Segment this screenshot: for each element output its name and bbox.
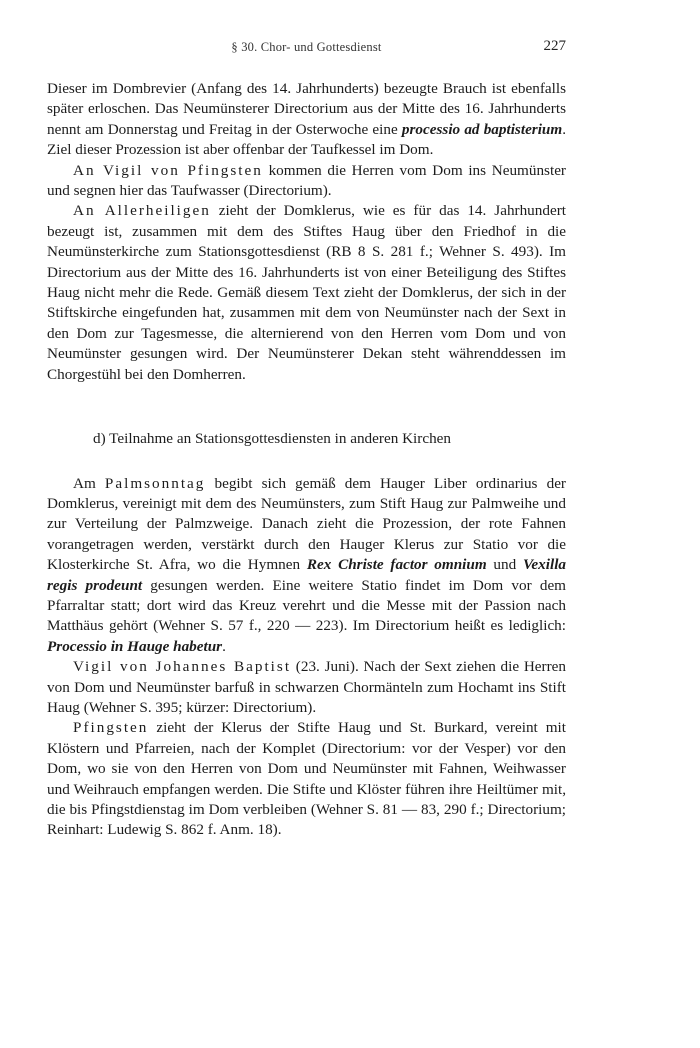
page-header [47, 40, 566, 64]
paragraph-6 [47, 718, 566, 840]
paragraph-6-text: zieht der Klerus der Stifte Haug und St. Burkard, vereint mit Klöstern und Pfarreien, nach der Komplet (Directorium: vor der Vesper) vor den Dom, wo sie von den Herren von Dom und Neumünster mit Fahnen, Weihwasser und Weihrauch empfangen werden. Die Stifte und Klöster führen ihre Heiltümer mit, die bis Pfingstdienstag im Dom verbleiben (Wehner S. 81 — 83, 290 f.; Directorium; Reinhart: Ludewig S. 862 f. Anm. 18). [47, 719, 566, 839]
paragraph-4 [47, 474, 566, 658]
body-text [47, 79, 566, 841]
page-number: 227 [543, 38, 566, 54]
paragraph-5-spaced-term: Vigil von Johannes Baptist [73, 658, 292, 676]
paragraph-1 [47, 79, 566, 161]
paragraph-2 [47, 161, 566, 202]
paragraph-4-text-c: und [486, 556, 523, 574]
paragraph-1-text-end: . Ziel dieser Prozession ist aber offenbar der Taufkessel im Dom. [47, 120, 566, 159]
paragraph-4-emphasis: Processio in Hauge habetur [47, 637, 223, 655]
paragraph-5-text: (23. Juni). Nach der Sext ziehen die Herren von Dom und Neumünster barfuß in schwarzen Chormänteln zum Hochamt ins Stift Haug (Wehner S. 395; kürzer: Directorium). [47, 658, 566, 716]
paragraph-6-spaced-term: Pfingsten [73, 719, 149, 737]
paragraph-2-text: kommen die Herren vom Dom ins Neumünster und segnen hier das Taufwasser (Directorium). [47, 161, 566, 200]
paragraph-3-text: zieht der Domklerus, wie es für das 14. Jahrhundert bezeugt ist, zusammen mit dem des Stiftes Haug über den Friedhof in die Neumünsterkirche zum Stationsgottesdienst (RB 8 S. 281 f.; Wehner S. 493). Im Directorium aus der Mitte des 16. Jahrhunderts ist von einer Beteiligung des Stiftes Haug nicht mehr die Rede. Gemäß diesem Text zieht der Domklerus, der sich in der Stiftskirche eingefunden hat, zusammen mit dem von Neumünster nach der Sext in den Dom zur Tagesmesse, die alternierend von den Herren vom Dom und von Neumünster gesungen wird. Der Neumünsterer Dekan steht währenddessen im Chorgestühl bei den Domherren. [47, 202, 566, 383]
paragraph-4-spaced-term: Palmsonntag [104, 474, 206, 492]
paragraph-3-spaced-term: An Allerheiligen [73, 202, 211, 220]
section-title: d) Teilnahme an Stationsgottesdiensten in anderen Kirchen [93, 430, 451, 448]
paragraph-1-emphasis: processio ad baptisterium [401, 120, 563, 138]
running-head: § 30. Chor- und Gottesdienst [231, 40, 382, 54]
paragraph-4-text-a: Am [73, 474, 105, 492]
paragraph-2-spaced-term: An Vigil von Pfingsten [73, 161, 263, 179]
paragraph-4-hymn-1: Rex Christe factor omnium [306, 556, 487, 574]
paragraph-4-text-d: gesungen werden. Eine weitere Statio findet im Dom vor dem Pfarraltar statt; dort wird das Kreuz verehrt und die Messe mit der Passion nach Matthäus gehört (Wehner S. 57 f., 220 — 223). Im Directorium heißt es lediglich: [47, 576, 566, 635]
paragraph-4-text-b: begibt sich gemäß dem Hauger Liber ordinarius der Domklerus, vereinigt mit dem des Neumünsters, zum Stift Haug zur Palmweihe und zur Verteilung der Palmzweige. Danach zieht die Prozession, der rote Fahnen vorangetragen werden, verstärkt durch den Hauger Klerus zur Statio vor die Klosterkirche St. Afra, wo die Hymnen [47, 474, 566, 574]
paragraph-3 [47, 201, 566, 385]
paragraph-5 [47, 657, 566, 718]
paragraph-4-hymn-2: Vexilla regis prodeunt [47, 556, 567, 594]
paragraph-1-text: Dieser im Dombrevier (Anfang des 14. Jahrhunderts) bezeugte Brauch ist ebenfalls später erloschen. Das Neumünsterer Directorium aus der Mitte des 16. Jahrhunderts nennt am Donnerstag und Freitag in der Osterwoche eine [47, 80, 566, 138]
paragraph-4-text-e: . [222, 637, 226, 655]
page [47, 40, 566, 841]
